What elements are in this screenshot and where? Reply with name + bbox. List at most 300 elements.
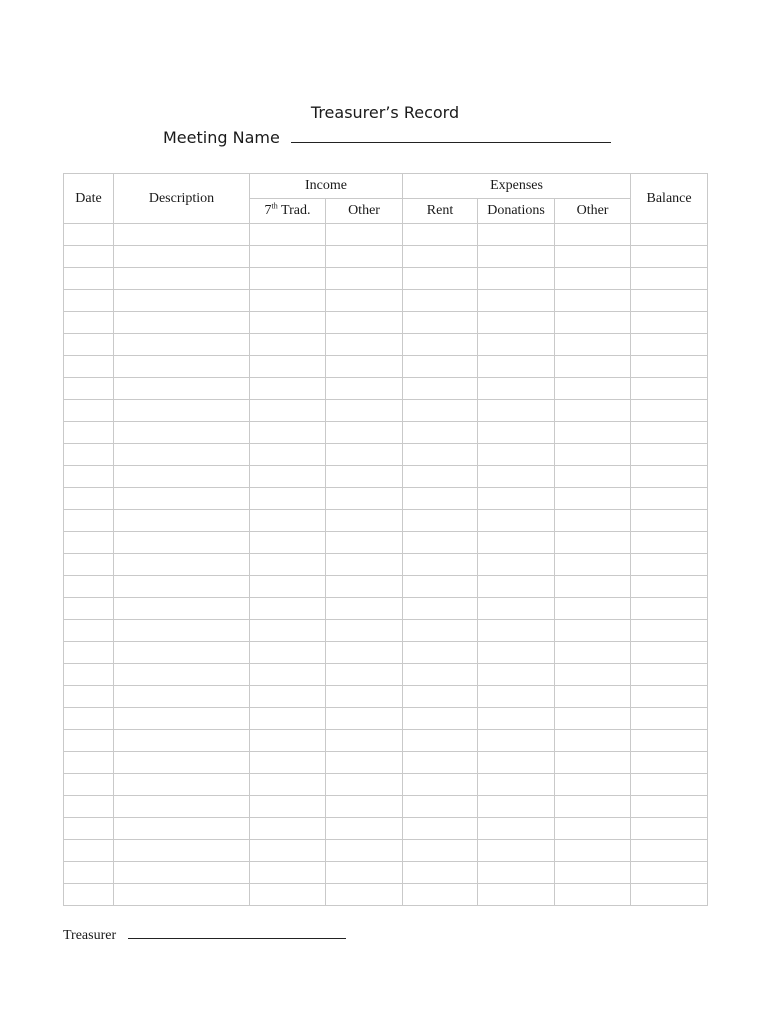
table-row	[64, 312, 708, 334]
expenses-other-cell[interactable]	[555, 290, 631, 312]
description-cell[interactable]	[114, 752, 250, 774]
donations-cell[interactable]	[478, 576, 555, 598]
balance-cell[interactable]	[631, 642, 708, 664]
donations-cell[interactable]	[478, 312, 555, 334]
donations-cell[interactable]	[478, 620, 555, 642]
income-other-cell[interactable]	[326, 488, 403, 510]
expenses-other-cell[interactable]	[555, 422, 631, 444]
date-cell[interactable]	[64, 862, 114, 884]
expenses-other-cell[interactable]	[555, 268, 631, 290]
income-7th-cell[interactable]	[250, 378, 326, 400]
balance-cell[interactable]	[631, 576, 708, 598]
rent-cell[interactable]	[403, 422, 478, 444]
expenses-other-cell[interactable]	[555, 796, 631, 818]
expenses-other-cell[interactable]	[555, 642, 631, 664]
income-other-cell[interactable]	[326, 312, 403, 334]
expenses-other-cell[interactable]	[555, 598, 631, 620]
balance-cell[interactable]	[631, 796, 708, 818]
date-cell[interactable]	[64, 224, 114, 246]
description-cell[interactable]	[114, 268, 250, 290]
balance-cell[interactable]	[631, 730, 708, 752]
donations-cell[interactable]	[478, 598, 555, 620]
balance-cell[interactable]	[631, 356, 708, 378]
table-row	[64, 730, 708, 752]
date-cell[interactable]	[64, 532, 114, 554]
description-cell[interactable]	[114, 576, 250, 598]
balance-cell[interactable]	[631, 752, 708, 774]
treasurer-ledger-table	[63, 173, 708, 906]
expenses-other-cell[interactable]	[555, 818, 631, 840]
donations-header: Donations	[478, 199, 555, 224]
income-other-cell[interactable]	[326, 378, 403, 400]
description-cell[interactable]	[114, 422, 250, 444]
expenses-other-cell[interactable]	[555, 884, 631, 906]
donations-cell[interactable]	[478, 444, 555, 466]
income-other-cell[interactable]	[326, 532, 403, 554]
date-cell[interactable]	[64, 268, 114, 290]
donations-cell[interactable]	[478, 510, 555, 532]
rent-cell[interactable]	[403, 290, 478, 312]
rent-cell[interactable]	[403, 334, 478, 356]
expenses-group-header: Expenses	[403, 174, 631, 199]
income-other-cell[interactable]	[326, 246, 403, 268]
rent-cell[interactable]	[403, 884, 478, 906]
date-cell[interactable]	[64, 598, 114, 620]
date-cell[interactable]	[64, 686, 114, 708]
rent-cell[interactable]	[403, 862, 478, 884]
date-cell[interactable]	[64, 554, 114, 576]
expenses-other-cell[interactable]	[555, 686, 631, 708]
expenses-other-cell[interactable]	[555, 356, 631, 378]
income-7th-cell[interactable]	[250, 444, 326, 466]
income-other-cell[interactable]	[326, 510, 403, 532]
income-7th-cell[interactable]	[250, 532, 326, 554]
meeting-name-field[interactable]	[291, 128, 611, 143]
description-cell[interactable]	[114, 664, 250, 686]
balance-cell[interactable]	[631, 290, 708, 312]
donations-cell[interactable]	[478, 356, 555, 378]
rent-cell[interactable]	[403, 554, 478, 576]
table-row	[64, 488, 708, 510]
income-7th-cell[interactable]	[250, 686, 326, 708]
meeting-name-line	[163, 128, 611, 147]
balance-cell[interactable]	[631, 422, 708, 444]
table-row	[64, 752, 708, 774]
table-row	[64, 884, 708, 906]
treasurer-label: Treasurer	[63, 928, 117, 943]
balance-cell[interactable]	[631, 686, 708, 708]
donations-cell[interactable]	[478, 224, 555, 246]
balance-cell[interactable]	[631, 312, 708, 334]
expenses-other-cell[interactable]	[555, 466, 631, 488]
table-row	[64, 510, 708, 532]
description-cell[interactable]	[114, 444, 250, 466]
balance-cell[interactable]	[631, 224, 708, 246]
table-row	[64, 642, 708, 664]
date-header: Date	[64, 174, 114, 224]
description-cell[interactable]	[114, 862, 250, 884]
expenses-other-cell[interactable]	[555, 620, 631, 642]
description-cell[interactable]	[114, 466, 250, 488]
description-cell[interactable]	[114, 598, 250, 620]
rent-cell[interactable]	[403, 598, 478, 620]
income-7th-cell[interactable]	[250, 246, 326, 268]
donations-cell[interactable]	[478, 334, 555, 356]
donations-cell[interactable]	[478, 774, 555, 796]
donations-cell[interactable]	[478, 488, 555, 510]
income-other-cell[interactable]	[326, 268, 403, 290]
income-7th-cell[interactable]	[250, 400, 326, 422]
description-cell[interactable]	[114, 620, 250, 642]
table-row	[64, 334, 708, 356]
date-cell[interactable]	[64, 378, 114, 400]
rent-cell[interactable]	[403, 268, 478, 290]
income-7th-cell[interactable]	[250, 730, 326, 752]
date-cell[interactable]	[64, 576, 114, 598]
expenses-other-cell[interactable]	[555, 554, 631, 576]
income-other-cell[interactable]	[326, 400, 403, 422]
table-row	[64, 224, 708, 246]
rent-cell[interactable]	[403, 576, 478, 598]
income-other-cell[interactable]	[326, 642, 403, 664]
expenses-other-cell[interactable]	[555, 378, 631, 400]
rent-cell[interactable]	[403, 510, 478, 532]
table-row	[64, 818, 708, 840]
description-cell[interactable]	[114, 378, 250, 400]
income-7th-cell[interactable]	[250, 818, 326, 840]
expenses-other-cell[interactable]	[555, 664, 631, 686]
table-row	[64, 620, 708, 642]
income-other-cell[interactable]	[326, 862, 403, 884]
expenses-other-cell[interactable]	[555, 444, 631, 466]
date-cell[interactable]	[64, 752, 114, 774]
income-other-cell[interactable]	[326, 444, 403, 466]
page-title: Treasurer’s Record	[310, 103, 460, 122]
date-cell[interactable]	[64, 356, 114, 378]
description-cell[interactable]	[114, 510, 250, 532]
donations-cell[interactable]	[478, 862, 555, 884]
income-other-cell[interactable]	[326, 774, 403, 796]
income-7th-rest: Trad.	[277, 203, 311, 218]
donations-cell[interactable]	[478, 532, 555, 554]
expenses-other-cell[interactable]	[555, 246, 631, 268]
income-7th-cell[interactable]	[250, 576, 326, 598]
donations-cell[interactable]	[478, 422, 555, 444]
table-row	[64, 444, 708, 466]
table-row	[64, 598, 708, 620]
donations-cell[interactable]	[478, 642, 555, 664]
donations-cell[interactable]	[478, 840, 555, 862]
rent-cell[interactable]	[403, 664, 478, 686]
balance-cell[interactable]	[631, 400, 708, 422]
date-cell[interactable]	[64, 620, 114, 642]
income-other-cell[interactable]	[326, 290, 403, 312]
date-cell[interactable]	[64, 796, 114, 818]
balance-cell[interactable]	[631, 488, 708, 510]
income-group-header: Income	[250, 174, 403, 199]
table-row	[64, 532, 708, 554]
table-row	[64, 378, 708, 400]
income-other-cell[interactable]	[326, 554, 403, 576]
balance-cell[interactable]	[631, 620, 708, 642]
treasurer-signature-field[interactable]	[128, 926, 346, 939]
income-other-cell[interactable]	[326, 818, 403, 840]
donations-cell[interactable]	[478, 752, 555, 774]
description-cell[interactable]	[114, 312, 250, 334]
rent-cell[interactable]	[403, 488, 478, 510]
income-7th-cell[interactable]	[250, 642, 326, 664]
income-other-cell[interactable]	[326, 686, 403, 708]
income-7th-cell[interactable]	[250, 840, 326, 862]
table-row	[64, 466, 708, 488]
description-cell[interactable]	[114, 686, 250, 708]
donations-cell[interactable]	[478, 796, 555, 818]
meeting-name-label: Meeting Name	[163, 128, 280, 147]
table-row	[64, 576, 708, 598]
balance-cell[interactable]	[631, 862, 708, 884]
income-7th-cell[interactable]	[250, 554, 326, 576]
description-cell[interactable]	[114, 532, 250, 554]
rent-cell[interactable]	[403, 818, 478, 840]
income-other-cell[interactable]	[326, 664, 403, 686]
income-other-cell[interactable]	[326, 334, 403, 356]
rent-cell[interactable]	[403, 246, 478, 268]
expenses-other-cell[interactable]	[555, 532, 631, 554]
date-cell[interactable]	[64, 444, 114, 466]
balance-header: Balance	[631, 174, 708, 224]
income-7th-cell[interactable]	[250, 708, 326, 730]
donations-cell[interactable]	[478, 708, 555, 730]
income-7th-cell[interactable]	[250, 752, 326, 774]
income-7th-cell[interactable]	[250, 224, 326, 246]
description-cell[interactable]	[114, 642, 250, 664]
rent-cell[interactable]	[403, 620, 478, 642]
date-cell[interactable]	[64, 312, 114, 334]
table-row	[64, 400, 708, 422]
table-row	[64, 290, 708, 312]
description-cell[interactable]	[114, 554, 250, 576]
description-cell[interactable]	[114, 334, 250, 356]
description-cell[interactable]	[114, 400, 250, 422]
income-other-cell[interactable]	[326, 422, 403, 444]
expenses-other-cell[interactable]	[555, 400, 631, 422]
date-cell[interactable]	[64, 664, 114, 686]
income-7th-cell[interactable]	[250, 312, 326, 334]
donations-cell[interactable]	[478, 268, 555, 290]
ledger-body	[64, 224, 708, 906]
balance-cell[interactable]	[631, 378, 708, 400]
income-7th-cell[interactable]	[250, 290, 326, 312]
income-7th-cell[interactable]	[250, 884, 326, 906]
balance-cell[interactable]	[631, 532, 708, 554]
donations-cell[interactable]	[478, 664, 555, 686]
balance-cell[interactable]	[631, 334, 708, 356]
expenses-other-cell[interactable]	[555, 708, 631, 730]
donations-cell[interactable]	[478, 818, 555, 840]
income-7th-cell[interactable]	[250, 334, 326, 356]
income-other-cell[interactable]	[326, 598, 403, 620]
rent-header: Rent	[403, 199, 478, 224]
expenses-other-cell[interactable]	[555, 224, 631, 246]
donations-cell[interactable]	[478, 730, 555, 752]
description-cell[interactable]	[114, 224, 250, 246]
balance-cell[interactable]	[631, 466, 708, 488]
description-cell[interactable]	[114, 796, 250, 818]
balance-cell[interactable]	[631, 444, 708, 466]
expenses-other-cell[interactable]	[555, 488, 631, 510]
date-cell[interactable]	[64, 400, 114, 422]
table-row	[64, 686, 708, 708]
expenses-other-cell[interactable]	[555, 312, 631, 334]
income-7th-tradition-header	[250, 199, 326, 224]
expenses-other-cell[interactable]	[555, 576, 631, 598]
donations-cell[interactable]	[478, 686, 555, 708]
balance-cell[interactable]	[631, 554, 708, 576]
income-7th-cell[interactable]	[250, 774, 326, 796]
expenses-other-cell[interactable]	[555, 774, 631, 796]
balance-cell[interactable]	[631, 840, 708, 862]
rent-cell[interactable]	[403, 532, 478, 554]
table-row	[64, 774, 708, 796]
table-row	[64, 708, 708, 730]
description-cell[interactable]	[114, 884, 250, 906]
income-other-cell[interactable]	[326, 840, 403, 862]
date-cell[interactable]	[64, 466, 114, 488]
donations-cell[interactable]	[478, 246, 555, 268]
income-other-cell[interactable]	[326, 576, 403, 598]
rent-cell[interactable]	[403, 686, 478, 708]
rent-cell[interactable]	[403, 466, 478, 488]
description-cell[interactable]	[114, 356, 250, 378]
income-7th-cell[interactable]	[250, 664, 326, 686]
expenses-other-cell[interactable]	[555, 752, 631, 774]
income-7th-sup: th	[271, 201, 278, 211]
income-other-cell[interactable]	[326, 796, 403, 818]
date-cell[interactable]	[64, 290, 114, 312]
income-other-header: Other	[326, 199, 403, 224]
table-row	[64, 796, 708, 818]
date-cell[interactable]	[64, 708, 114, 730]
income-other-cell[interactable]	[326, 730, 403, 752]
income-7th-cell[interactable]	[250, 488, 326, 510]
expenses-other-cell[interactable]	[555, 334, 631, 356]
rent-cell[interactable]	[403, 730, 478, 752]
date-cell[interactable]	[64, 642, 114, 664]
table-row	[64, 862, 708, 884]
rent-cell[interactable]	[403, 356, 478, 378]
date-cell[interactable]	[64, 246, 114, 268]
income-7th-cell[interactable]	[250, 620, 326, 642]
balance-cell[interactable]	[631, 246, 708, 268]
balance-cell[interactable]	[631, 774, 708, 796]
rent-cell[interactable]	[403, 840, 478, 862]
description-cell[interactable]	[114, 290, 250, 312]
balance-cell[interactable]	[631, 598, 708, 620]
description-cell[interactable]	[114, 818, 250, 840]
rent-cell[interactable]	[403, 400, 478, 422]
donations-cell[interactable]	[478, 466, 555, 488]
expenses-other-cell[interactable]	[555, 840, 631, 862]
date-cell[interactable]	[64, 840, 114, 862]
income-7th-cell[interactable]	[250, 268, 326, 290]
balance-cell[interactable]	[631, 884, 708, 906]
income-7th-cell[interactable]	[250, 466, 326, 488]
description-cell[interactable]	[114, 730, 250, 752]
description-cell[interactable]	[114, 246, 250, 268]
description-header: Description	[114, 174, 250, 224]
expenses-other-cell[interactable]	[555, 730, 631, 752]
date-cell[interactable]	[64, 884, 114, 906]
date-cell[interactable]	[64, 510, 114, 532]
income-7th-cell[interactable]	[250, 598, 326, 620]
balance-cell[interactable]	[631, 708, 708, 730]
date-cell[interactable]	[64, 488, 114, 510]
description-cell[interactable]	[114, 774, 250, 796]
table-row	[64, 422, 708, 444]
table-row	[64, 664, 708, 686]
donations-cell[interactable]	[478, 290, 555, 312]
income-other-cell[interactable]	[326, 620, 403, 642]
income-other-cell[interactable]	[326, 708, 403, 730]
income-other-cell[interactable]	[326, 752, 403, 774]
donations-cell[interactable]	[478, 884, 555, 906]
date-cell[interactable]	[64, 730, 114, 752]
balance-cell[interactable]	[631, 268, 708, 290]
income-other-cell[interactable]	[326, 884, 403, 906]
donations-cell[interactable]	[478, 554, 555, 576]
date-cell[interactable]	[64, 422, 114, 444]
date-cell[interactable]	[64, 774, 114, 796]
rent-cell[interactable]	[403, 224, 478, 246]
description-cell[interactable]	[114, 840, 250, 862]
rent-cell[interactable]	[403, 774, 478, 796]
income-other-cell[interactable]	[326, 356, 403, 378]
donations-cell[interactable]	[478, 400, 555, 422]
date-cell[interactable]	[64, 334, 114, 356]
table-row	[64, 356, 708, 378]
expenses-other-cell[interactable]	[555, 862, 631, 884]
rent-cell[interactable]	[403, 796, 478, 818]
date-cell[interactable]	[64, 818, 114, 840]
expenses-other-cell[interactable]	[555, 510, 631, 532]
income-7th-cell[interactable]	[250, 862, 326, 884]
donations-cell[interactable]	[478, 378, 555, 400]
rent-cell[interactable]	[403, 312, 478, 334]
rent-cell[interactable]	[403, 444, 478, 466]
income-7th-cell[interactable]	[250, 796, 326, 818]
income-other-cell[interactable]	[326, 466, 403, 488]
income-other-cell[interactable]	[326, 224, 403, 246]
expenses-other-header: Other	[555, 199, 631, 224]
table-row	[64, 840, 708, 862]
rent-cell[interactable]	[403, 642, 478, 664]
treasurer-signature-line	[63, 926, 346, 944]
income-7th-cell[interactable]	[250, 356, 326, 378]
rent-cell[interactable]	[403, 752, 478, 774]
description-cell[interactable]	[114, 708, 250, 730]
table-row	[64, 268, 708, 290]
table-row	[64, 554, 708, 576]
balance-cell[interactable]	[631, 818, 708, 840]
balance-cell[interactable]	[631, 664, 708, 686]
income-7th-cell[interactable]	[250, 510, 326, 532]
income-7th-base: 7	[264, 203, 272, 218]
income-7th-cell[interactable]	[250, 422, 326, 444]
rent-cell[interactable]	[403, 708, 478, 730]
rent-cell[interactable]	[403, 378, 478, 400]
balance-cell[interactable]	[631, 510, 708, 532]
description-cell[interactable]	[114, 488, 250, 510]
